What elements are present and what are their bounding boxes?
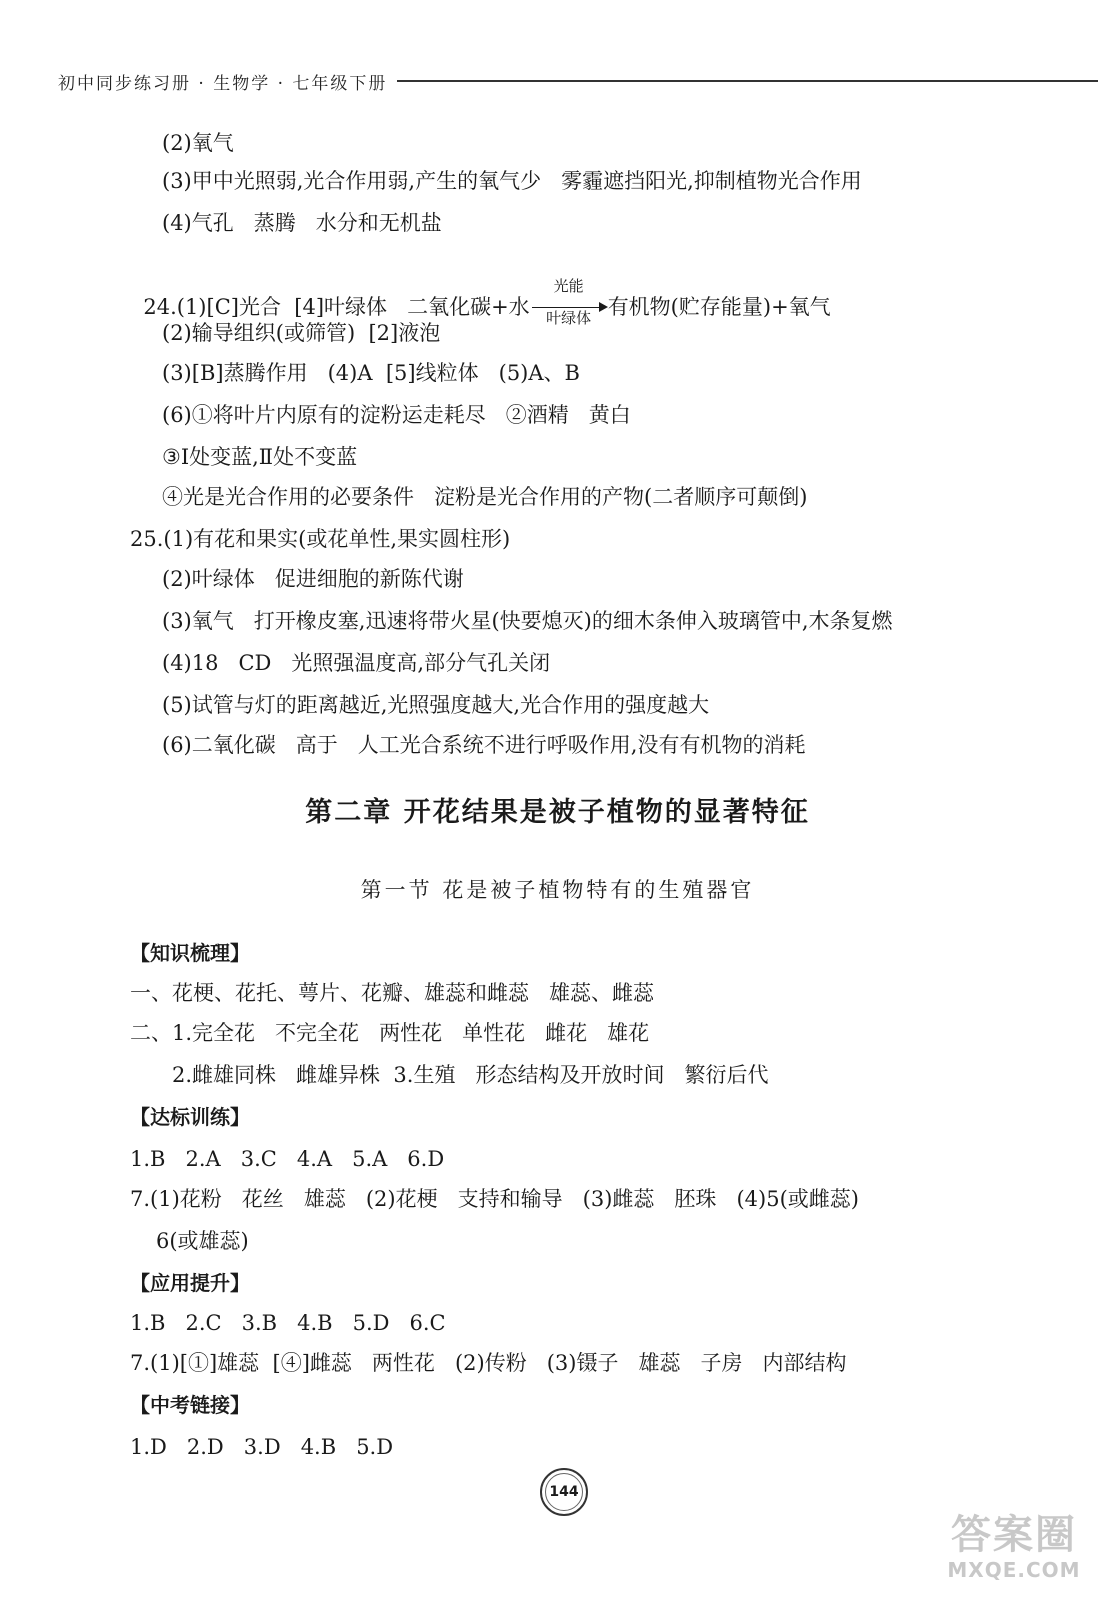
answer-line: ③Ⅰ处变蓝,Ⅱ处不变蓝: [162, 445, 358, 469]
chapter-title: 第二章 开花结果是被子植物的显著特征: [305, 797, 810, 828]
watermark-chars: 答案圈: [951, 1512, 1077, 1558]
section-heading: 【应用提升】: [130, 1271, 250, 1295]
answer-line: 25.(1)有花和果实(或花单性,果实圆柱形): [130, 527, 511, 551]
arrow-condition-above: 光能: [553, 277, 584, 295]
header-title: 初中同步练习册 · 生物学 · 七年级下册: [58, 73, 388, 94]
arrow-condition-below: 叶绿体: [546, 309, 592, 327]
answer-line: 一、花梗、花托、萼片、花瓣、雄蕊和雌蕊 雄蕊、雌蕊: [130, 981, 655, 1005]
section-heading: 【知识梳理】: [130, 941, 250, 965]
answer-line: 1.B 2.C 3.B 4.B 5.D 6.C: [130, 1311, 446, 1335]
watermark-logo: [926, 1512, 1102, 1592]
answer-line: (5)试管与灯的距离越近,光照强度越大,光合作用的强度越大: [162, 693, 710, 717]
answer-line: (3)甲中光照弱,光合作用弱,产生的氧气少 雾霾遮挡阳光,抑制植物光合作用: [162, 169, 862, 193]
formula-left: 24.(1)[C]光合 [4]叶绿体 二氧化碳+水: [143, 295, 530, 319]
page-number-text: 144: [549, 1484, 579, 1500]
running-header: [58, 66, 1098, 96]
answer-line: 6(或雄蕊): [156, 1229, 249, 1253]
answer-line-formula: [130, 262, 831, 327]
answer-line: 7.(1)[①]雄蕊 [④]雌蕊 两性花 (2)传粉 (3)镊子 雄蕊 子房 内部结构: [130, 1351, 847, 1375]
answer-line: (3)氧气 打开橡皮塞,迅速将带火星(快要熄灭)的细木条伸入玻璃管中,木条复燃: [162, 609, 893, 633]
answer-line: (4)气孔 蒸腾 水分和无机盐: [162, 211, 442, 235]
answer-line: (2)叶绿体 促进细胞的新陈代谢: [162, 567, 464, 591]
answer-line: (6)二氧化碳 高于 人工光合系统不进行呼吸作用,没有有机物的消耗: [162, 733, 806, 757]
answer-line: (6)①将叶片内原有的淀粉运走耗尽 ②酒精 黄白: [162, 403, 631, 427]
answer-line: (2)输导组织(或筛管) [2]液泡: [162, 321, 441, 345]
answer-line: 7.(1)花粉 花丝 雄蕊 (2)花梗 支持和输导 (3)雌蕊 胚珠 (4)5(或雌蕊): [130, 1187, 859, 1211]
section-heading: 【达标训练】: [130, 1105, 250, 1129]
formula-right: 有机物(贮存能量)+氧气: [607, 295, 831, 319]
answer-line: ④光是光合作用的必要条件 淀粉是光合作用的产物(二者顺序可颠倒): [162, 485, 808, 509]
watermark-url: MXQE.COM: [947, 1558, 1081, 1582]
answer-line: 1.B 2.A 3.C 4.A 5.A 6.D: [130, 1147, 445, 1171]
answer-line: 2.雌雄同株 雌雄异株 3.生殖 形态结构及开放时间 繁衍后代: [172, 1063, 769, 1087]
section-title: 第一节 花是被子植物特有的生殖器官: [360, 878, 755, 902]
header-rule: [397, 80, 1098, 82]
answer-line: 1.D 2.D 3.D 4.B 5.D: [130, 1435, 394, 1459]
answer-line: 二、1.完全花 不完全花 两性花 单性花 雌花 雄花: [130, 1021, 650, 1045]
answer-line: (3)[B]蒸腾作用 (4)A [5]线粒体 (5)A、B: [162, 361, 580, 385]
answer-line: (2)氧气: [162, 131, 234, 155]
answer-line: (4)18 CD 光照强温度高,部分气孔关闭: [162, 651, 551, 675]
section-heading: 【中考链接】: [130, 1393, 250, 1417]
page-number: [540, 1468, 588, 1516]
reaction-arrow: [530, 277, 608, 327]
